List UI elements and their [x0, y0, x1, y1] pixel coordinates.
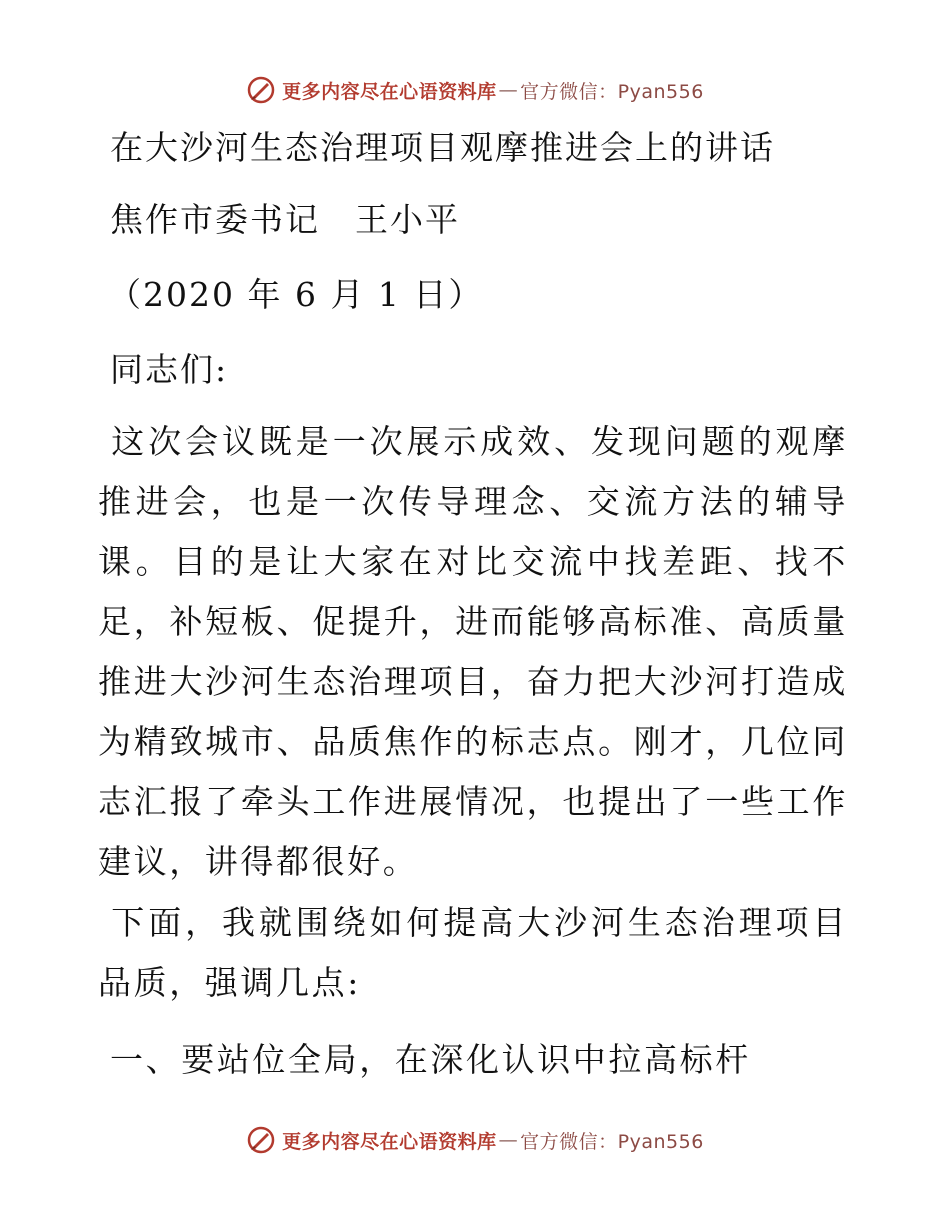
greeting: 同志们: [110, 350, 229, 389]
watermark-dash: — [498, 79, 519, 101]
quill-logo-icon [246, 75, 276, 105]
paragraph-2 [98, 893, 848, 1013]
watermark-brand: 更多内容尽在心语资料库 [282, 80, 497, 103]
speech-title: 在大沙河生态治理项目观摩推进会上的讲话 [110, 128, 775, 167]
footer-watermark [0, 1120, 950, 1160]
section-1-heading: 一、要站位全局，在深化认识中拉高标杆 [110, 1040, 751, 1079]
header-watermark [0, 70, 950, 110]
watermark-brand: 更多内容尽在心语资料库 [282, 1130, 497, 1153]
quill-logo-icon [246, 1125, 276, 1155]
watermark-official: 官方微信：Pyan556 [520, 1130, 704, 1153]
paragraph-1-text: 这次会议既是一次展示成效、发现问题的观摩推进会，也是一次传导理念、交流方法的辅导课。目的是让大家在对比交流中找差距、找不足，补短板、促提升，进而能够高标准、高质量推进大沙河生态治理项目，奋力把大沙河打造成为精致城市、品质焦作的标志点。刚才，几位同志汇报了牵头工作进展情况，也提出了一些工作建议，讲得都很好。 [98, 422, 848, 881]
speech-date: （2020 年 6 月 1 日） [108, 275, 484, 314]
speech-author: 焦作市委书记 王小平 [110, 200, 460, 239]
paragraph-1 [98, 412, 848, 892]
watermark-dash: — [498, 1129, 519, 1151]
paragraph-2-text: 下面，我就围绕如何提高大沙河生态治理项目品质，强调几点: [98, 903, 848, 1002]
watermark-official: 官方微信：Pyan556 [520, 80, 704, 103]
